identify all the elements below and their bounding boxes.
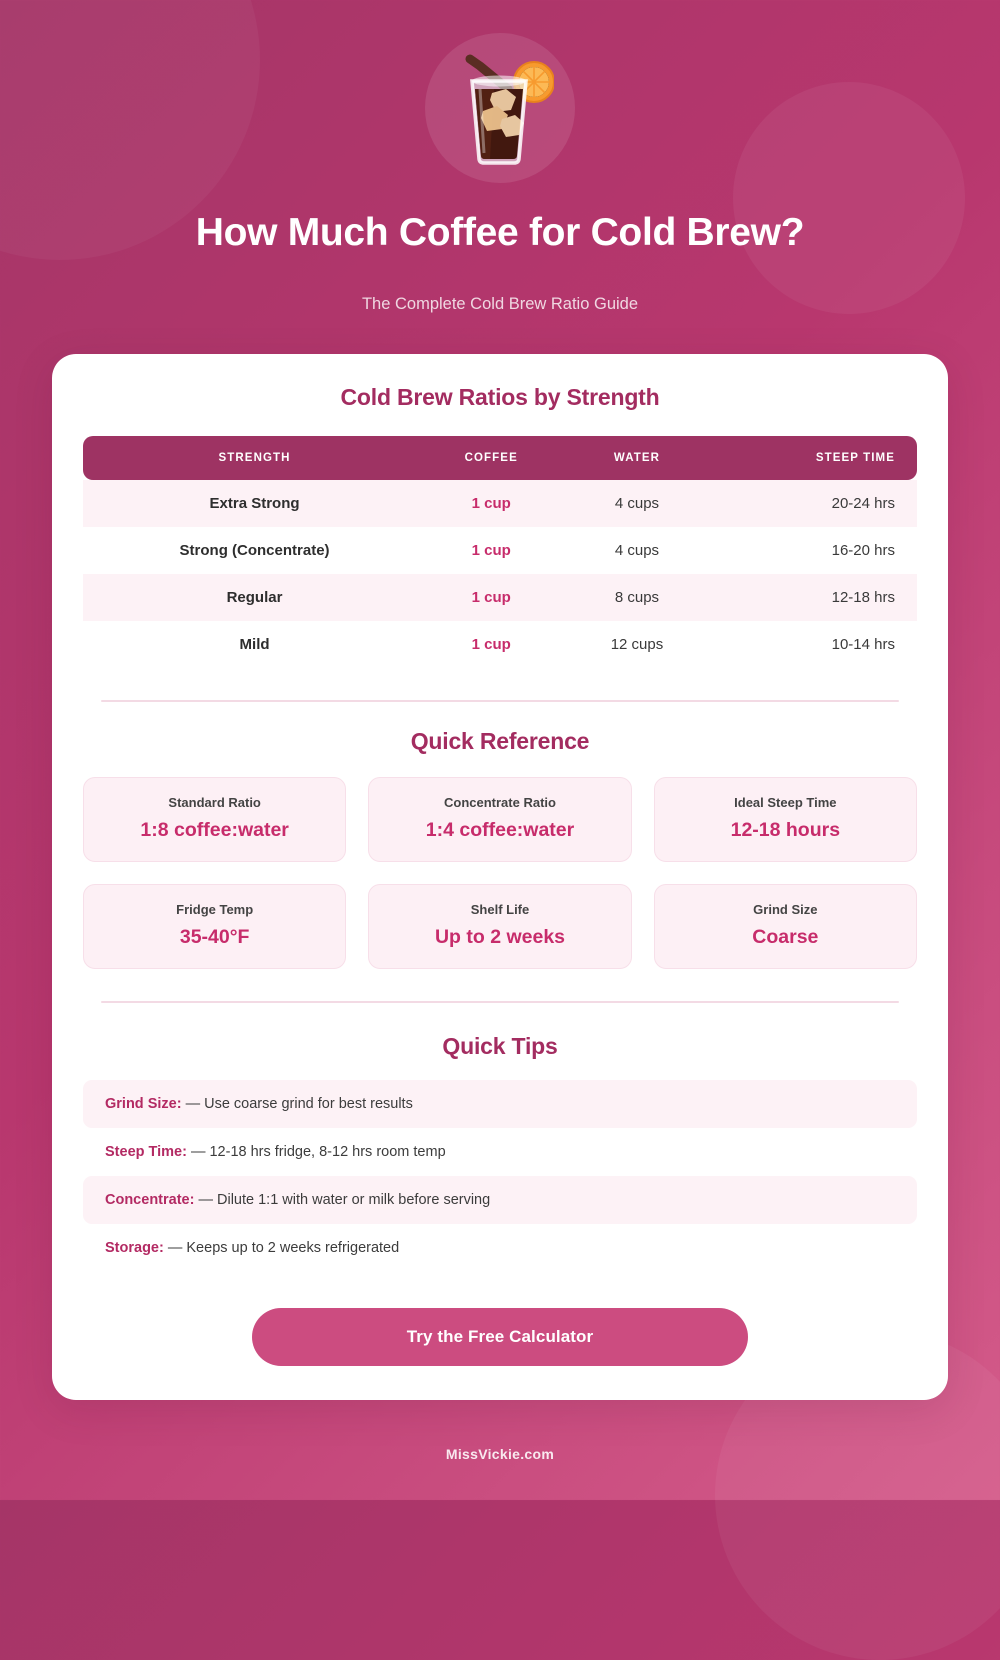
quick-reference-card: [83, 777, 346, 862]
qr-card-label: Grind Size: [753, 901, 818, 917]
quick-reference-card: [654, 777, 917, 862]
page-title: How Much Coffee for Cold Brew?: [195, 211, 805, 254]
quick-reference-card: [83, 884, 346, 969]
quick-reference-card: [654, 884, 917, 969]
qr-card-value: 1:4 coffee:water: [425, 818, 575, 841]
content-card: [52, 354, 948, 1400]
table-row: [83, 574, 917, 621]
tip-item: [83, 1128, 917, 1176]
cell-steep: 20-24 hrs: [710, 480, 917, 527]
tip-item: [83, 1224, 917, 1272]
cell-water: 12 cups: [610, 635, 664, 653]
footer-brand: MissVickie.com: [445, 1445, 555, 1462]
ratios-section-title: Cold Brew Ratios by Strength: [340, 383, 660, 410]
qr-card-label: Standard Ratio: [168, 794, 261, 810]
try-free-calculator-button[interactable]: Try the Free Calculator: [252, 1308, 748, 1366]
qr-card-value: Up to 2 weeks: [434, 925, 566, 948]
quick-reference-card: [368, 884, 631, 969]
cell-steep: 10-14 hrs: [831, 635, 895, 653]
tip-item: [83, 1080, 917, 1128]
qr-card-value: 1:8 coffee:water: [140, 818, 289, 841]
tip-label: Concentrate:: [105, 1191, 195, 1208]
section-divider-top: [101, 700, 899, 702]
hero-icon-badge: [425, 33, 575, 183]
tip-label: Storage:: [105, 1239, 164, 1256]
iced-coffee-glass-icon: [446, 49, 554, 167]
column-header-water: WATER: [564, 436, 709, 480]
cell-coffee: 1 cup: [471, 635, 511, 653]
cell-coffee: 1 cup: [418, 480, 564, 527]
table-header: [83, 436, 917, 480]
quick-reference-grid: [83, 777, 917, 969]
qr-card-label: Shelf Life: [470, 901, 530, 917]
tip-text: — Dilute 1:1 with water or milk before serving: [198, 1191, 491, 1208]
cell-strength: Strong (Concentrate): [179, 541, 330, 559]
cell-steep: 12-18 hrs: [710, 574, 917, 621]
qr-card-label: Ideal Steep Time: [734, 794, 837, 810]
table-body: [83, 480, 917, 668]
quick-tips-list: [83, 1080, 917, 1272]
quick-reference-title: Quick Reference: [410, 727, 590, 754]
section-divider-bottom: [101, 1001, 899, 1003]
cell-coffee: 1 cup: [418, 574, 564, 621]
cell-strength: Regular: [83, 574, 418, 621]
column-header-coffee: COFFEE: [418, 436, 564, 480]
tip-text: — Use coarse grind for best results: [185, 1095, 413, 1112]
tip-label: Steep Time:: [105, 1143, 187, 1160]
cell-water: 4 cups: [614, 541, 660, 559]
cell-water: 8 cups: [564, 574, 709, 621]
cell-steep: 16-20 hrs: [831, 541, 895, 559]
quick-tips-title: Quick Tips: [442, 1032, 558, 1059]
cell-strength: Extra Strong: [83, 480, 418, 527]
column-header-strength: STRENGTH: [83, 436, 418, 480]
qr-card-label: Fridge Temp: [176, 901, 254, 917]
qr-card-value: 12-18 hours: [730, 818, 841, 841]
table-row: [83, 621, 917, 668]
table-row: [83, 527, 917, 574]
quick-reference-card: [368, 777, 631, 862]
cta-container: [83, 1308, 917, 1366]
tip-text: — 12-18 hrs fridge, 8-12 hrs room temp: [190, 1143, 446, 1160]
table-header-row: [83, 436, 917, 480]
qr-card-label: Concentrate Ratio: [444, 794, 556, 810]
hero-section: [0, 0, 1000, 314]
ratios-table: [83, 436, 917, 668]
qr-card-value: 35-40°F: [179, 925, 250, 948]
column-header-steep-time: STEEP TIME: [710, 436, 917, 480]
table-row: [83, 480, 917, 527]
tip-label: Grind Size:: [105, 1095, 182, 1112]
cell-strength: Mild: [239, 635, 270, 653]
tip-item: [83, 1176, 917, 1224]
cell-coffee: 1 cup: [471, 541, 511, 559]
cell-water: 4 cups: [564, 480, 709, 527]
page-subtitle: The Complete Cold Brew Ratio Guide: [361, 294, 639, 313]
qr-card-value: Coarse: [752, 925, 819, 948]
tip-text: — Keeps up to 2 weeks refrigerated: [167, 1239, 400, 1256]
